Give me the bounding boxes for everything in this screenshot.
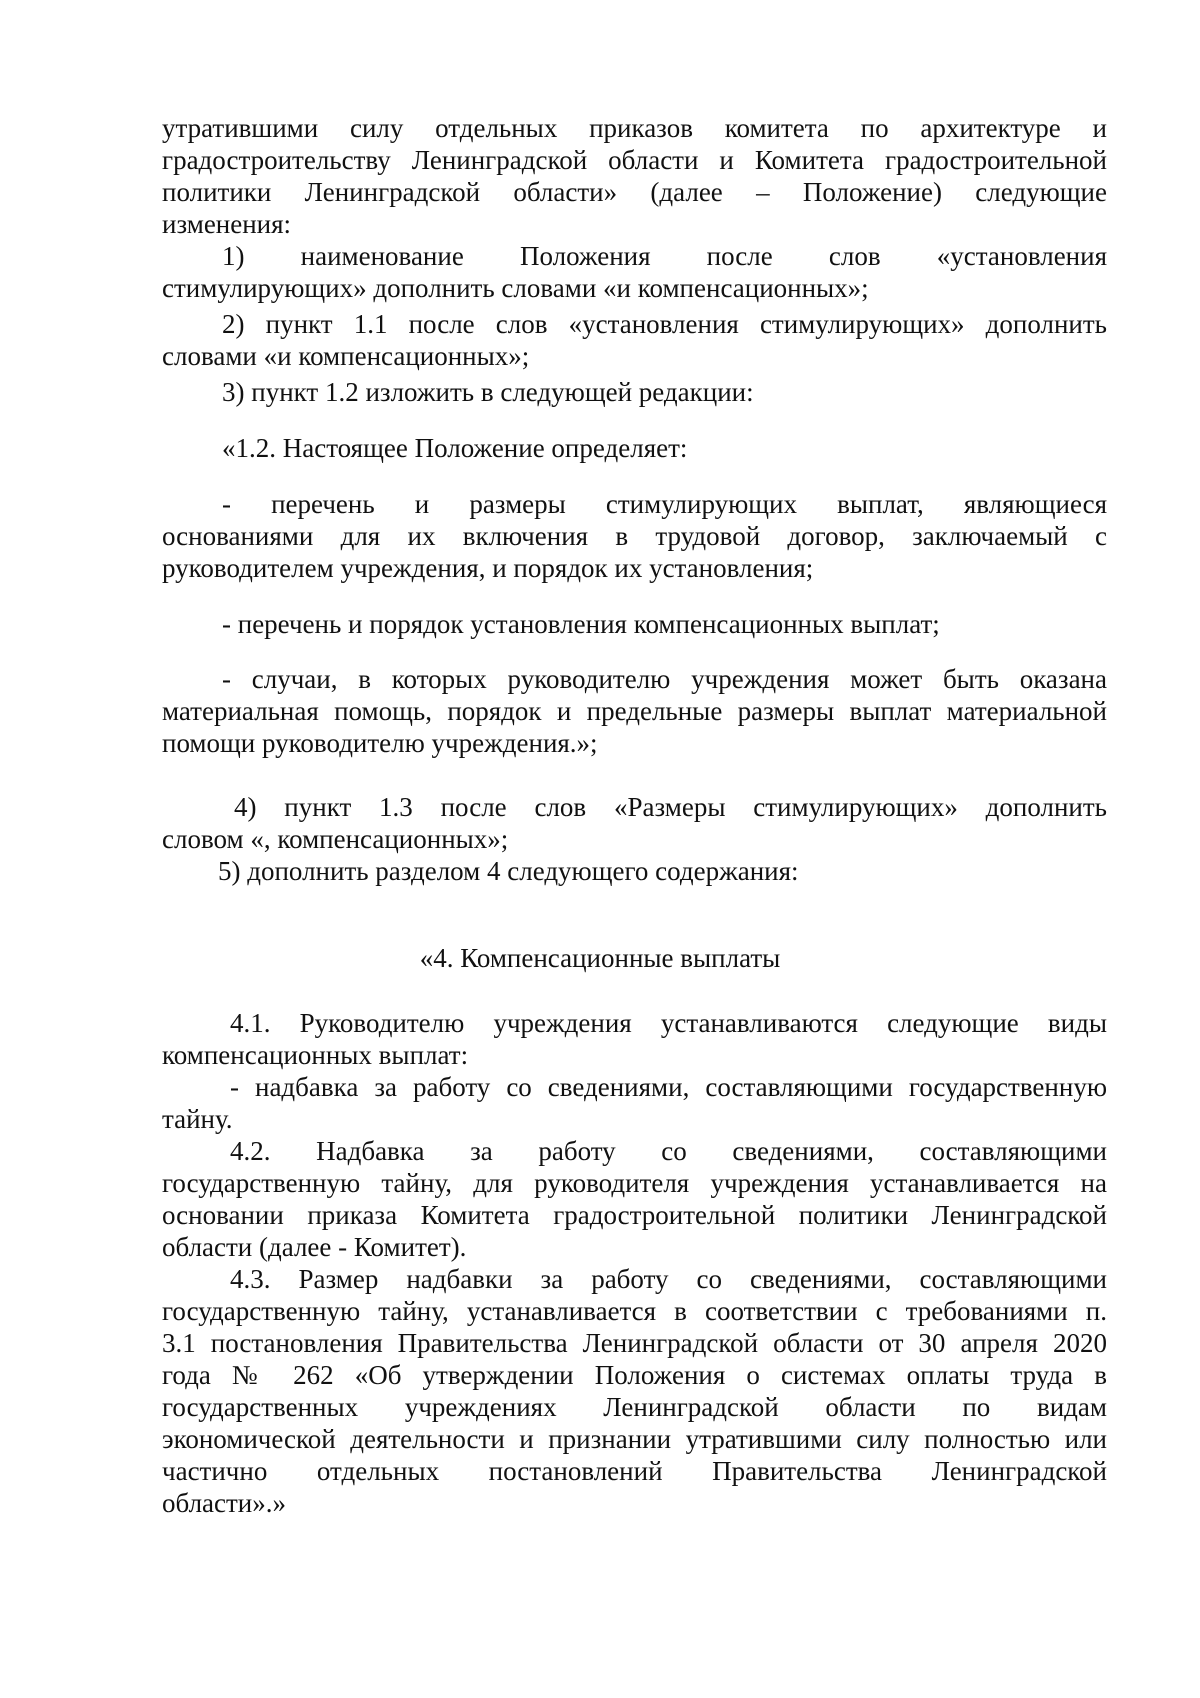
bullet-item-1: [162, 488, 1107, 584]
paragraph-4-2: [162, 1135, 1107, 1263]
text-line: основаниями для их включения в трудовой договор, заключаемый с: [162, 521, 1107, 551]
text-line: материальная помощь, порядок и предельные размеры выплат материальной: [162, 696, 1107, 726]
text-line: области».»: [162, 1488, 287, 1518]
text-line: 5) дополнить разделом 4 следующего содержания:: [218, 856, 799, 886]
intro-paragraph: [162, 112, 1107, 240]
text-line: государственную тайну, устанавливается в соответствии с требованиями п.: [162, 1296, 1107, 1326]
text-line: экономической деятельности и признании утратившими силу полностью или: [162, 1424, 1107, 1454]
paragraph-4-1: [162, 1007, 1107, 1071]
text-line: градостроительству Ленинградской области и Комитета градостроительной: [162, 145, 1107, 175]
bullet-item-2: [162, 608, 1107, 640]
quote-intro: [162, 432, 1107, 464]
text-line: 3.1 постановления Правительства Ленинградской области от 30 апреля 2020: [162, 1328, 1107, 1358]
list-item-1: [162, 240, 1107, 304]
text-line: компенсационных выплат:: [162, 1040, 469, 1070]
text-line: тайну.: [162, 1104, 233, 1134]
text-line: - надбавка за работу со сведениями, составляющими государственную: [230, 1072, 1107, 1102]
section-heading: [0, 942, 1200, 974]
text-line: 1) наименование Положения после слов «установления: [222, 241, 1107, 271]
text-line: руководителем учреждения, и порядок их установления;: [162, 553, 814, 583]
text-line: 4.1. Руководителю учреждения устанавливаются следующие виды: [230, 1008, 1107, 1038]
text-line: изменения:: [162, 209, 292, 239]
text-line: частично отдельных постановлений Правительства Ленинградской: [162, 1456, 1107, 1486]
text-line: - случаи, в которых руководителю учреждения может быть оказана: [222, 664, 1107, 694]
paragraph-4-1-bullet: [162, 1071, 1107, 1135]
text-line: политики Ленинградской области» (далее – Положение) следующие: [162, 177, 1107, 207]
text-line: государственную тайну, для руководителя учреждения устанавливается на: [162, 1168, 1107, 1198]
text-line: - перечень и порядок установления компенсационных выплат;: [222, 609, 940, 639]
text-line: стимулирующих» дополнить словами «и компенсационных»;: [162, 273, 869, 303]
list-item-4: [162, 791, 1107, 855]
text-line: основании приказа Комитета градостроительной политики Ленинградской: [162, 1200, 1107, 1230]
text-line: «1.2. Настоящее Положение определяет:: [222, 433, 688, 463]
text-line: словами «и компенсационных»;: [162, 341, 530, 371]
list-item-2: [162, 308, 1107, 372]
text-line: 3) пункт 1.2 изложить в следующей редакции:: [222, 377, 754, 407]
list-item-3: [162, 376, 1107, 408]
list-item-5: [162, 855, 1107, 887]
paragraph-4-3: [162, 1263, 1107, 1519]
text-line: помощи руководителю учреждения.»;: [162, 728, 598, 758]
text-line: государственных учреждениях Ленинградской области по видам: [162, 1392, 1107, 1422]
text-line: - перечень и размеры стимулирующих выплат, являющиеся: [222, 489, 1107, 519]
text-line: 4) пункт 1.3 после слов «Размеры стимулирующих» дополнить: [234, 792, 1107, 822]
section-title: «4. Компенсационные выплаты: [419, 943, 781, 973]
text-line: области (далее - Комитет).: [162, 1232, 467, 1262]
text-line: 4.3. Размер надбавки за работу со сведениями, составляющими: [230, 1264, 1107, 1294]
text-line: 2) пункт 1.1 после слов «установления стимулирующих» дополнить: [222, 309, 1107, 339]
bullet-item-3: [162, 663, 1107, 759]
text-line: словом «, компенсационных»;: [162, 824, 509, 854]
text-line: 4.2. Надбавка за работу со сведениями, составляющими: [230, 1136, 1107, 1166]
text-line: утратившими силу отдельных приказов комитета по архитектуре и: [162, 113, 1107, 143]
text-line: года № 262 «Об утверждении Положения о системах оплаты труда в: [162, 1360, 1107, 1390]
